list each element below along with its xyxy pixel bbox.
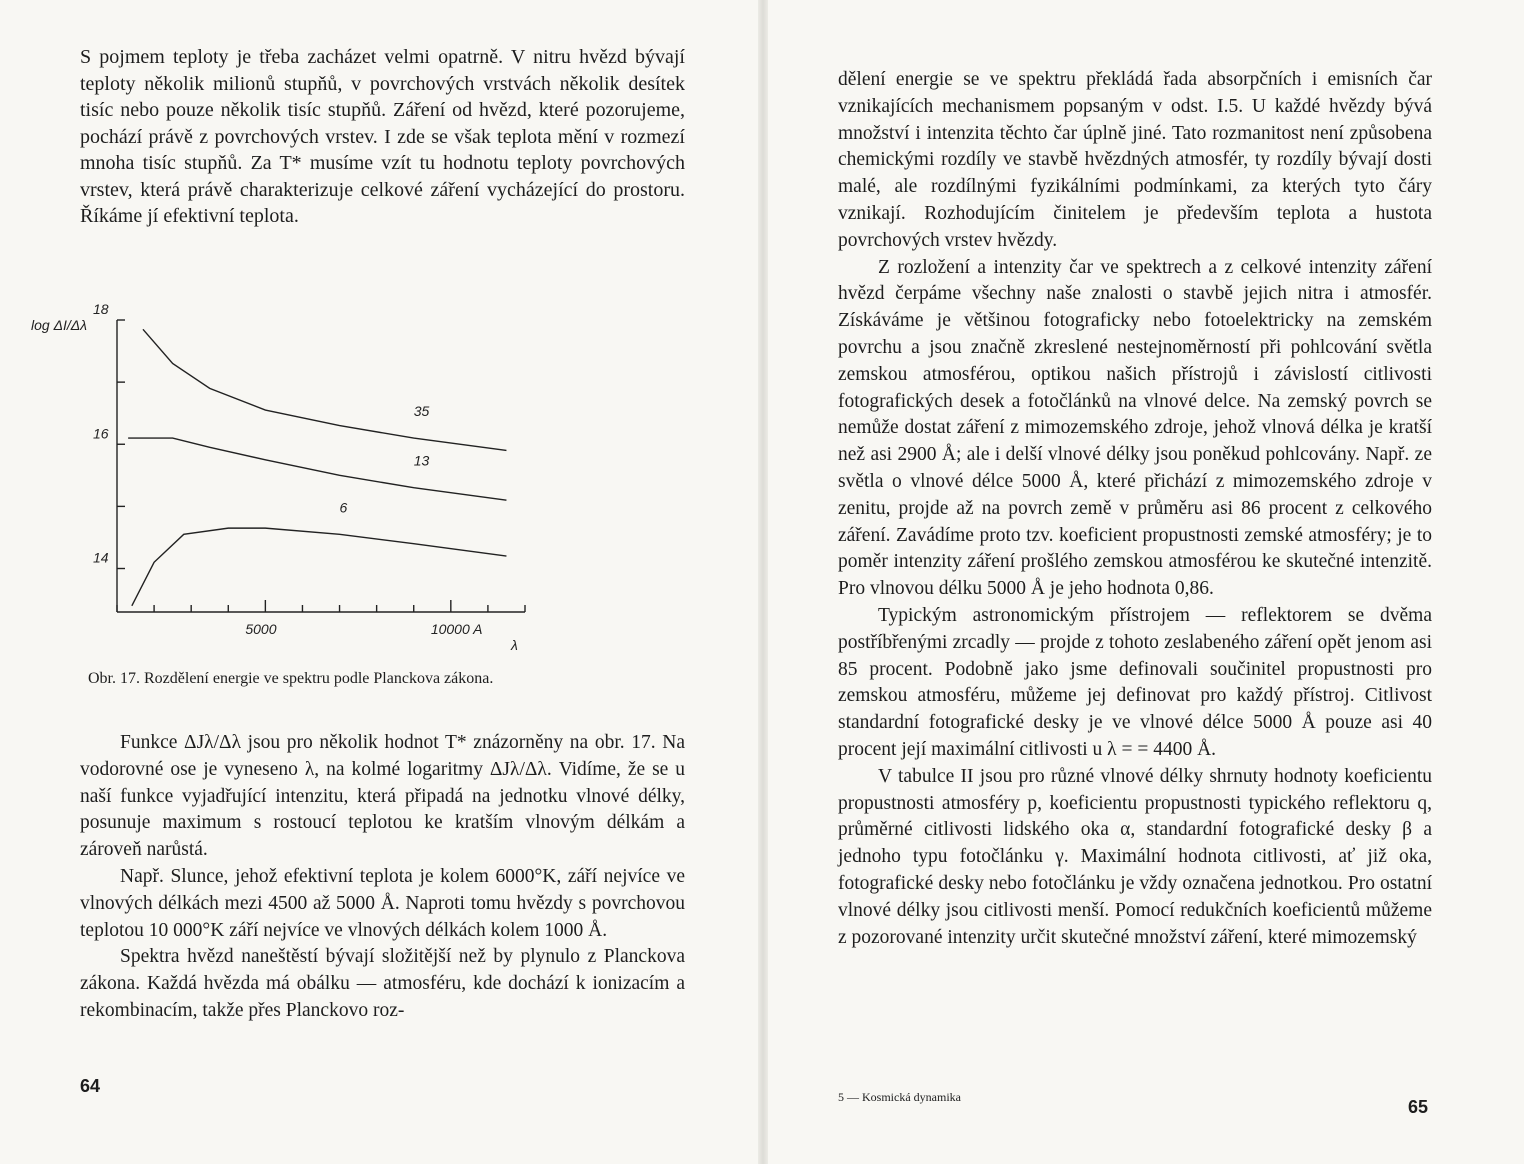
- top-paragraph: S pojmem teploty je třeba zacházet velmi opatrně. V nitru hvězd bývají teploty několik milionů stupňů, v povrchových vrstvách několik desítek tisíc nebo pouze několik tisíc stupňů. Záření od hvězd, které pozorujeme, pochází právě z povrchových vrstev. I zde se však teplota mění v rozmezí mnoha tisíc stupňů. Za T* musíme vzít tu hodnotu teploty povrchových vrstev, která právě charakterizuje celkové záření vycházející do prostoru. Říkáme jí efektivní teplota.: [80, 46, 685, 227]
- chart-labels: [31, 301, 518, 653]
- y-axis-label: log ΔI/Δλ: [31, 317, 88, 333]
- left-paragraph-3: Spektra hvězd naneštěstí bývají složitější než by plynulo z Planckova zákona. Každá hvězda má obálku — atmosféru, kde dochází k ionizacím a rekombinacím, takže přes Planckovo roz-: [80, 946, 685, 1021]
- y-tick-label: 14: [93, 549, 109, 566]
- y-tick-label: 16: [93, 425, 109, 442]
- x-tick-label: 10000 A: [430, 621, 483, 637]
- left-body-text: [80, 730, 685, 1025]
- curve-label-13: 13: [413, 452, 430, 469]
- curve-35: [143, 329, 506, 450]
- page-number-left: 64: [80, 1076, 101, 1096]
- left-paragraph-1: Funkce ΔJλ/Δλ jsou pro několik hodnot T* znázorněny na obr. 17. Na vodorovné ose je vyneseno λ, na kolmé logaritmy ΔJλ/Δλ. Vidíme, že se u naší funkce vyjadřující intenzitu, která připadá na jednotku vlnové délky, posunuje maximum s rostoucí teplotou ke kratším vlnovým délkám a zároveň narůstá.: [80, 732, 685, 861]
- curve-label-35: 35: [413, 403, 430, 420]
- chart-curves: [128, 329, 506, 605]
- right-paragraph-2: Z rozložení a intenzity čar ve spektrech a z celkové intenzity záření hvězd čerpáme všechny naše znalosti o stavbě jejich nitra i atmosfér. Získáváme je většinou fotograficky nebo fotoelektricky na zemském povrchu a jsou značně zkreslené nestejnoměrností při pohlcování světla zemskou atmosférou, optikou našich přístrojů i závislostí citlivosti fotografických desek a fotočlánků na vlnové delce. Na zemský povrch se nemůže dostat záření z mimozemského zdroje, jehož vlnová délka je kratší než asi 2900 Å; ale i delší vlnové délky jsou poněkud pohlcovány. Např. ze světla o vlnové délce 5000 Å, které přichází z mimozemského zdroje v zenitu, projde až na povrch země v průměru asi 86 procent z celkového záření. Zavádíme proto tzv. koeficient propustnosti zemské atmosféry; je to poměr intenzity záření prošlého zemskou atmosférou ke skutečné intenzitě. Pro vlnovou délku 5000 Å je jeho hodnota 0,86.: [838, 256, 1432, 600]
- x-tick-label: 5000: [245, 621, 277, 637]
- planck-chart: [25, 290, 545, 660]
- right-paragraph-3: Typickým astronomickým přístrojem — reflektorem se dvěma postříbřenými zrcadly — projde z tohoto zeslabeného záření opět jenom asi 85 procent. Podobně jako jsme definovali součinitel propustnosti pro zemskou atmosféru, můžeme jej definovat pro každý přístroj. Citlivost standardní fotografické desky je ve vlnové délce 5000 Å pouze asi 40 procent její maximální citlivosti u λ = = 4400 Å.: [838, 604, 1432, 760]
- right-paragraph-1: dělení energie se ve spektru překládá řada absorpčních i emisních čar vznikajících mechanismem popsaným v odst. I.5. U každé hvězdy bývá množství i intenzita těchto čar úplně jiné. Tato rozmanitost není způsobena chemickými rozdíly ve stavbě hvězdných atmosfér, ty rozdíly bývají dosti malé, ale rozdílnými fyzikálními podmínkami, za kterých tyto čáry vznikají. Rozhodujícím činitelem je především teplota a hustota povrchových vrstev hvězdy.: [838, 69, 1432, 251]
- curve-label-6: 6: [339, 499, 348, 516]
- y-tick-label: 18: [93, 301, 109, 317]
- right-body-text: [838, 67, 1432, 951]
- curve-13: [128, 438, 506, 500]
- right-paragraph-4: V tabulce II jsou pro různé vlnové délky shrnuty hodnoty koeficientu propustnosti atmosféry p, koeficientu propustnosti typického reflektoru q, průměrné citlivosti lidského oka α, standardní fotografické desky β a jednoho typu fotočlánku γ. Maximální hodnota citlivosti, ať již oka, fotografické desky nebo fotočlánku je vždy označena jednotkou. Pro ostatní vlnové délky jsou citlivosti menší. Pomocí redukčních koeficientů můžeme z pozorované intenzity určit skutečné množství záření, které mimozemský: [838, 765, 1432, 948]
- curve-6: [132, 528, 507, 606]
- running-footer: 5 — Kosmická dynamika: [838, 1090, 961, 1104]
- figure-caption: Obr. 17. Rozdělení energie ve spektru podle Planckova zákona.: [88, 670, 494, 687]
- book-gutter: [758, 0, 768, 1164]
- chart-axes: [117, 320, 525, 612]
- x-axis-label: λ: [511, 637, 518, 653]
- page-number-right: 65: [1408, 1097, 1429, 1117]
- left-top-text: [80, 44, 685, 230]
- left-paragraph-2: Např. Slunce, jehož efektivní teplota je kolem 6000°K, září nejvíce ve vlnových délkách mezi 4500 až 5000 Å. Naproti tomu hvězdy s povrchovou teplotou 10 000°K září nejvíce ve vlnových délkách kolem 1000 Å.: [80, 865, 685, 941]
